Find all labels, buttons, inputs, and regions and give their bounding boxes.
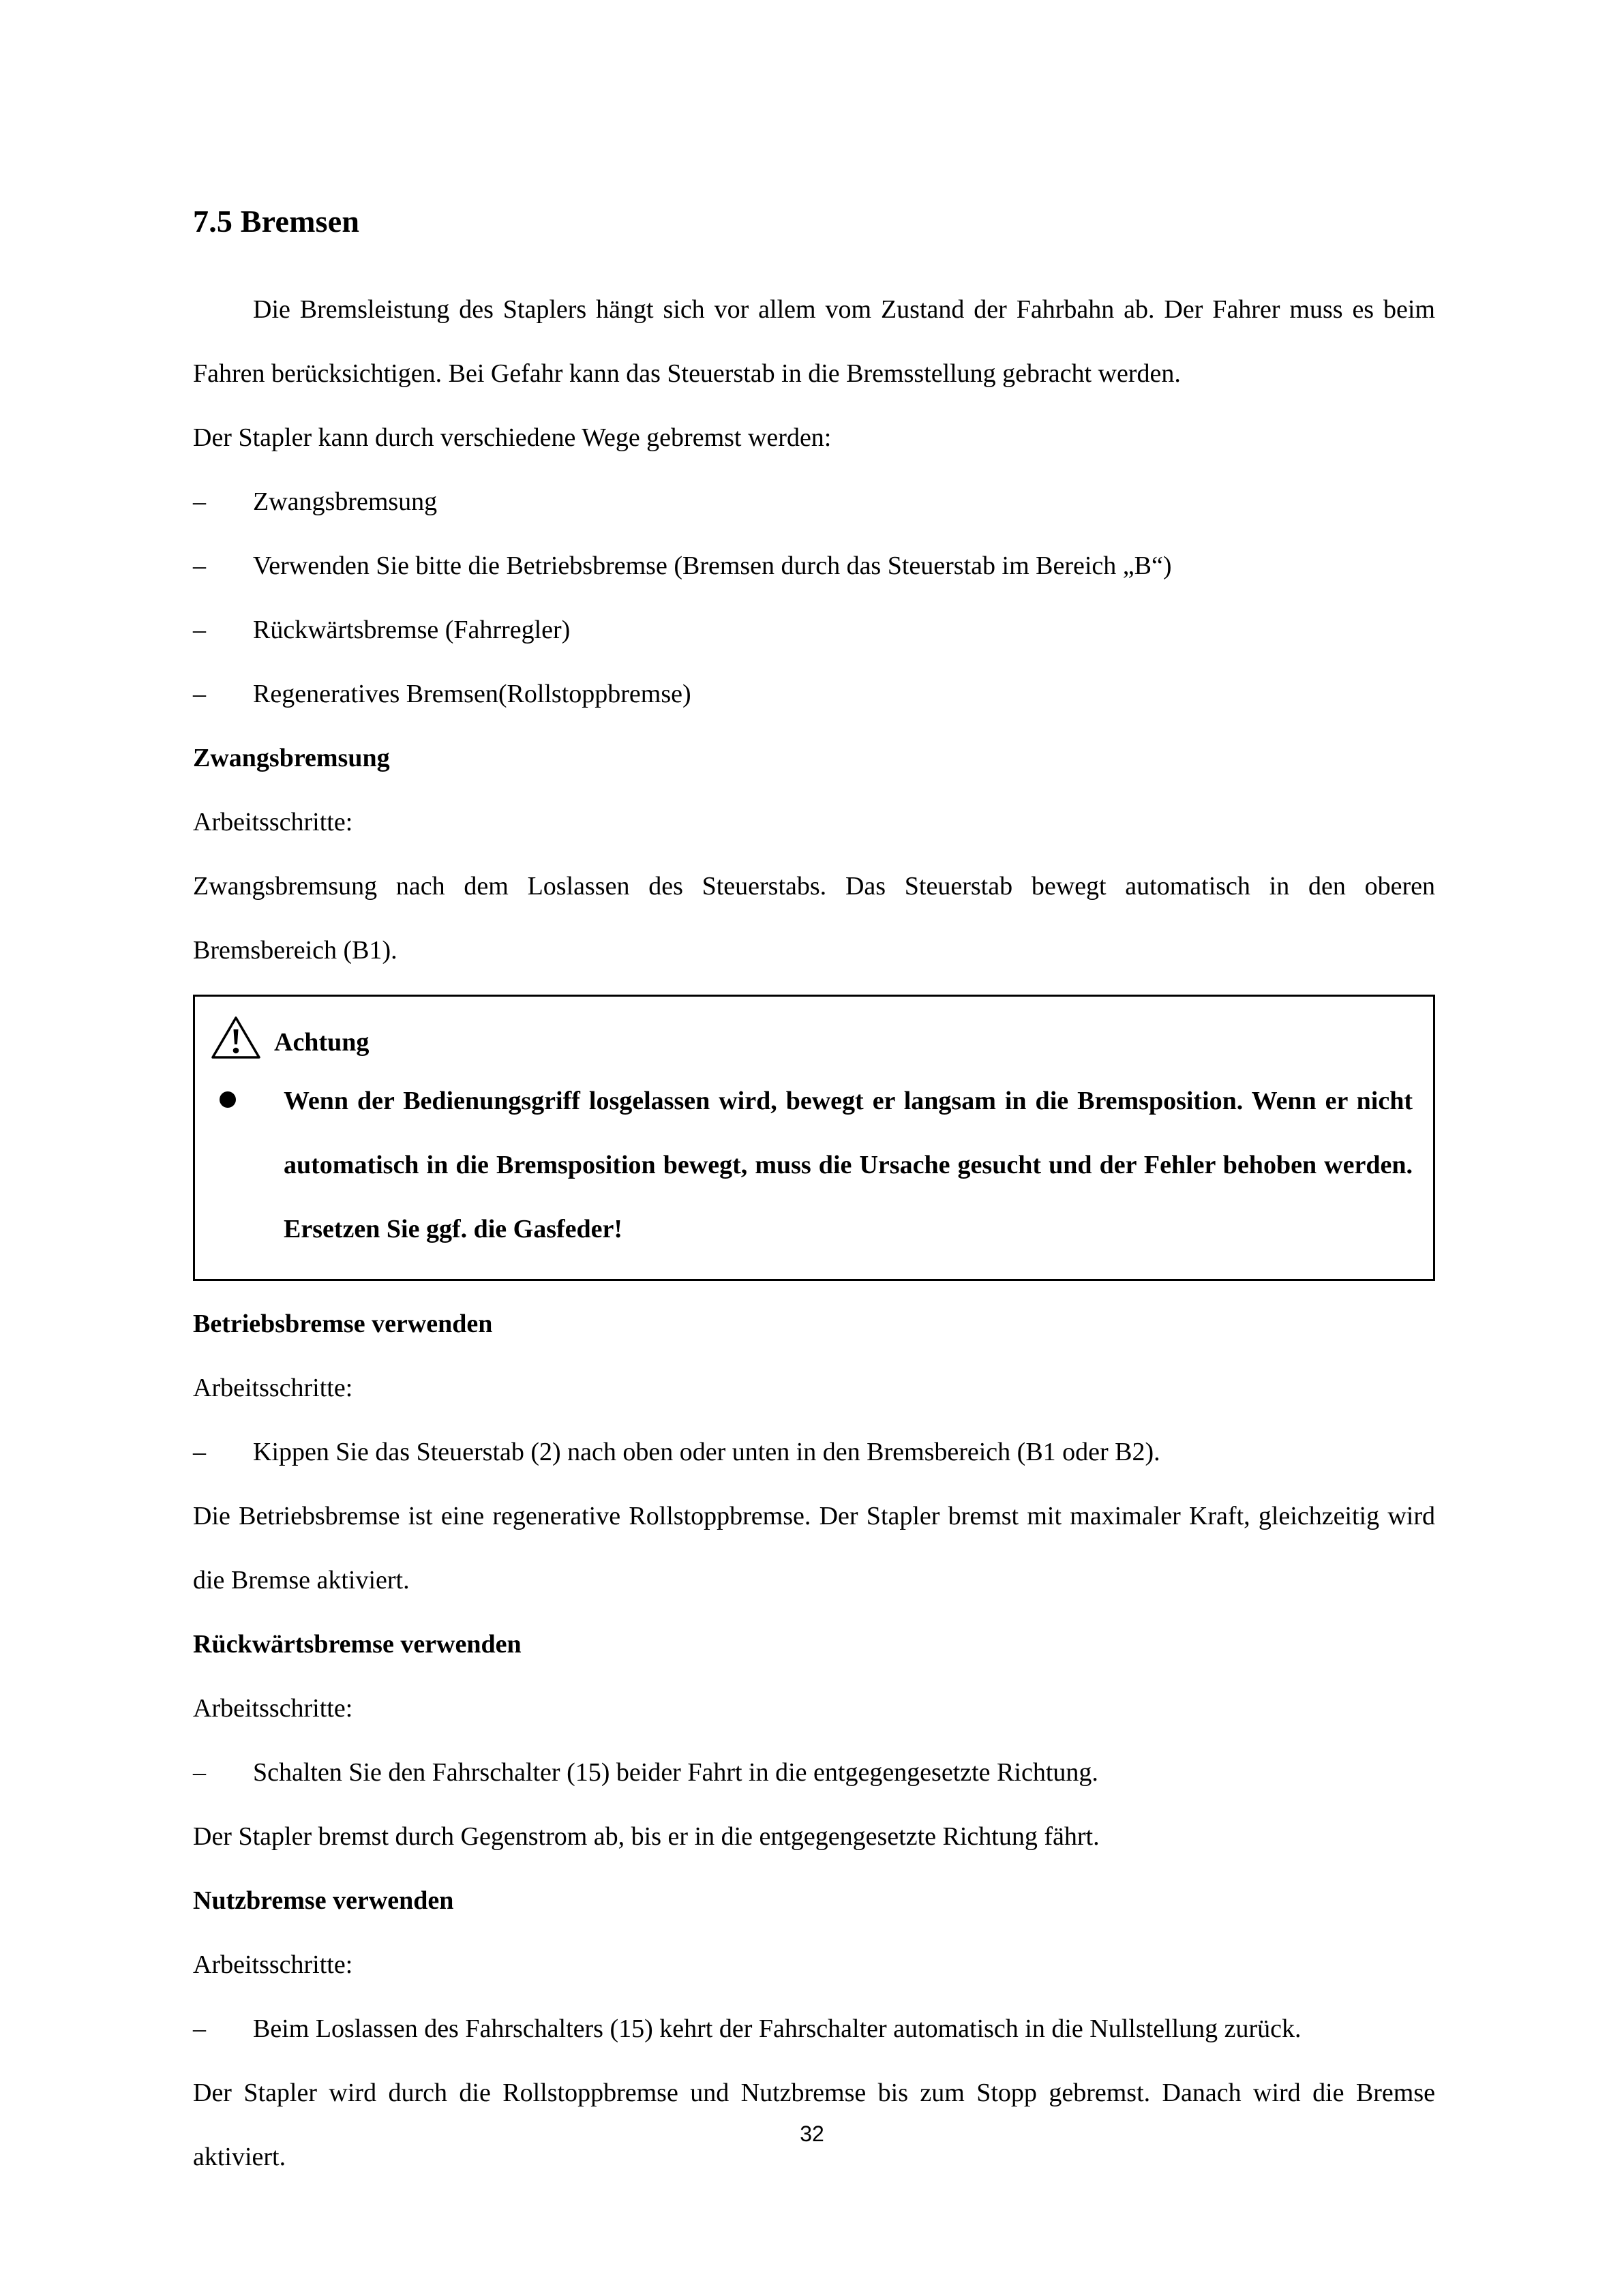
- steps-label-zwangsbremsung: Arbeitsschritte:: [193, 807, 353, 836]
- description-rueckwaertsbremse: Der Stapler bremst durch Gegenstrom ab, bis er in die entgegengesetzte Richtung fährt.: [193, 1822, 1100, 1851]
- warning-triangle-icon: [210, 1014, 262, 1061]
- list-item: [193, 1997, 1435, 2061]
- page-content: [193, 205, 1435, 2189]
- list-item-label: Rückwärtsbremse (Fahrregler): [253, 615, 571, 644]
- warning-box: [193, 995, 1435, 1281]
- page-number: 32: [800, 2121, 824, 2146]
- description-nutzbremse: Der Stapler wird durch die Rollstoppbremse und Nutzbremse bis zum Stopp gebremst. Danach wird die Bremse aktiviert.: [193, 2078, 1435, 2171]
- dash-marker-icon: –: [193, 487, 206, 516]
- list-item-label: Beim Loslassen des Fahrschalters (15) kehrt der Fahrschalter automatisch in die Nullstellung zurück.: [253, 2014, 1302, 2043]
- list-item-label: Kippen Sie das Steuerstab (2) nach oben oder unten in den Bremsbereich (B1 oder B2).: [253, 1437, 1160, 1466]
- steps-label-nutzbremse: Arbeitsschritte:: [193, 1950, 353, 1979]
- heading-zwangsbremsung: Zwangsbremsung: [193, 743, 390, 772]
- dash-marker-icon: –: [193, 1437, 206, 1466]
- list-item: [193, 598, 1435, 662]
- list-item: [193, 1420, 1435, 1484]
- description-zwangsbremsung: Zwangsbremsung nach dem Loslassen des Steuerstabs. Das Steuerstab bewegt automatisch in den oberen Bremsbereich (B1).: [193, 871, 1435, 965]
- dash-marker-icon: –: [193, 2014, 206, 2043]
- description-betriebsbremse: Die Betriebsbremse ist eine regenerative Rollstoppbremse. Der Stapler bremst mit maximaler Kraft, gleichzeitig wird die Bremse aktiviert.: [193, 1501, 1435, 1595]
- steps-label-betriebsbremse: Arbeitsschritte:: [193, 1373, 353, 1402]
- nutzbremse-steps-list: [193, 1997, 1435, 2061]
- list-item-label: Regeneratives Bremsen(Rollstoppbremse): [253, 679, 691, 708]
- rueckwaertsbremse-steps-list: [193, 1740, 1435, 1804]
- braking-methods-list: [193, 470, 1435, 726]
- list-item-label: Verwenden Sie bitte die Betriebsbremse (Bremsen durch das Steuerstab im Bereich „B“): [253, 551, 1172, 580]
- list-item: [193, 534, 1435, 598]
- dash-marker-icon: –: [193, 615, 206, 644]
- intro-paragraph-2: Der Stapler kann durch verschiedene Wege gebremst werden:: [193, 423, 832, 452]
- warning-box-header: [210, 1006, 1413, 1069]
- heading-nutzbremse: Nutzbremse verwenden: [193, 1886, 454, 1915]
- intro-paragraph-1: Die Bremsleistung des Staplers hängt sich vor allem vom Zustand der Fahrbahn ab. Der Fahrer muss es beim Fahren berücksichtigen. Bei Gefahr kann das Steuerstab in die Bremsstellung gebracht werden.: [193, 294, 1435, 388]
- warning-message-text: Wenn der Bedienungsgriff losgelassen wird, bewegt er langsam in die Bremsposition. Wenn er nicht automatisch in die Bremsposition bewegt, muss die Ursache gesucht und der Fehler behoben werden. Ersetzen Sie ggf. die Gasfeder!: [284, 1086, 1413, 1243]
- steps-label-rueckwaertsbremse: Arbeitsschritte:: [193, 1693, 353, 1723]
- list-item-label: Schalten Sie den Fahrschalter (15) beider Fahrt in die entgegengesetzte Richtung.: [253, 1757, 1098, 1787]
- dash-marker-icon: –: [193, 1757, 206, 1787]
- warning-title: Achtung: [274, 1027, 370, 1057]
- betriebsbremse-steps-list: [193, 1420, 1435, 1484]
- warning-message: [210, 1069, 1413, 1261]
- heading-rueckwaertsbremse: Rückwärtsbremse verwenden: [193, 1629, 522, 1659]
- list-item: [193, 662, 1435, 726]
- page-title: 7.5 Bremsen: [193, 204, 360, 239]
- list-item-label: Zwangsbremsung: [253, 487, 438, 516]
- heading-betriebsbremse: Betriebsbremse verwenden: [193, 1309, 493, 1338]
- list-item: [193, 470, 1435, 534]
- dash-marker-icon: –: [193, 551, 206, 580]
- bullet-dot-icon: [220, 1091, 236, 1108]
- list-item: [193, 1740, 1435, 1804]
- dash-marker-icon: –: [193, 679, 206, 708]
